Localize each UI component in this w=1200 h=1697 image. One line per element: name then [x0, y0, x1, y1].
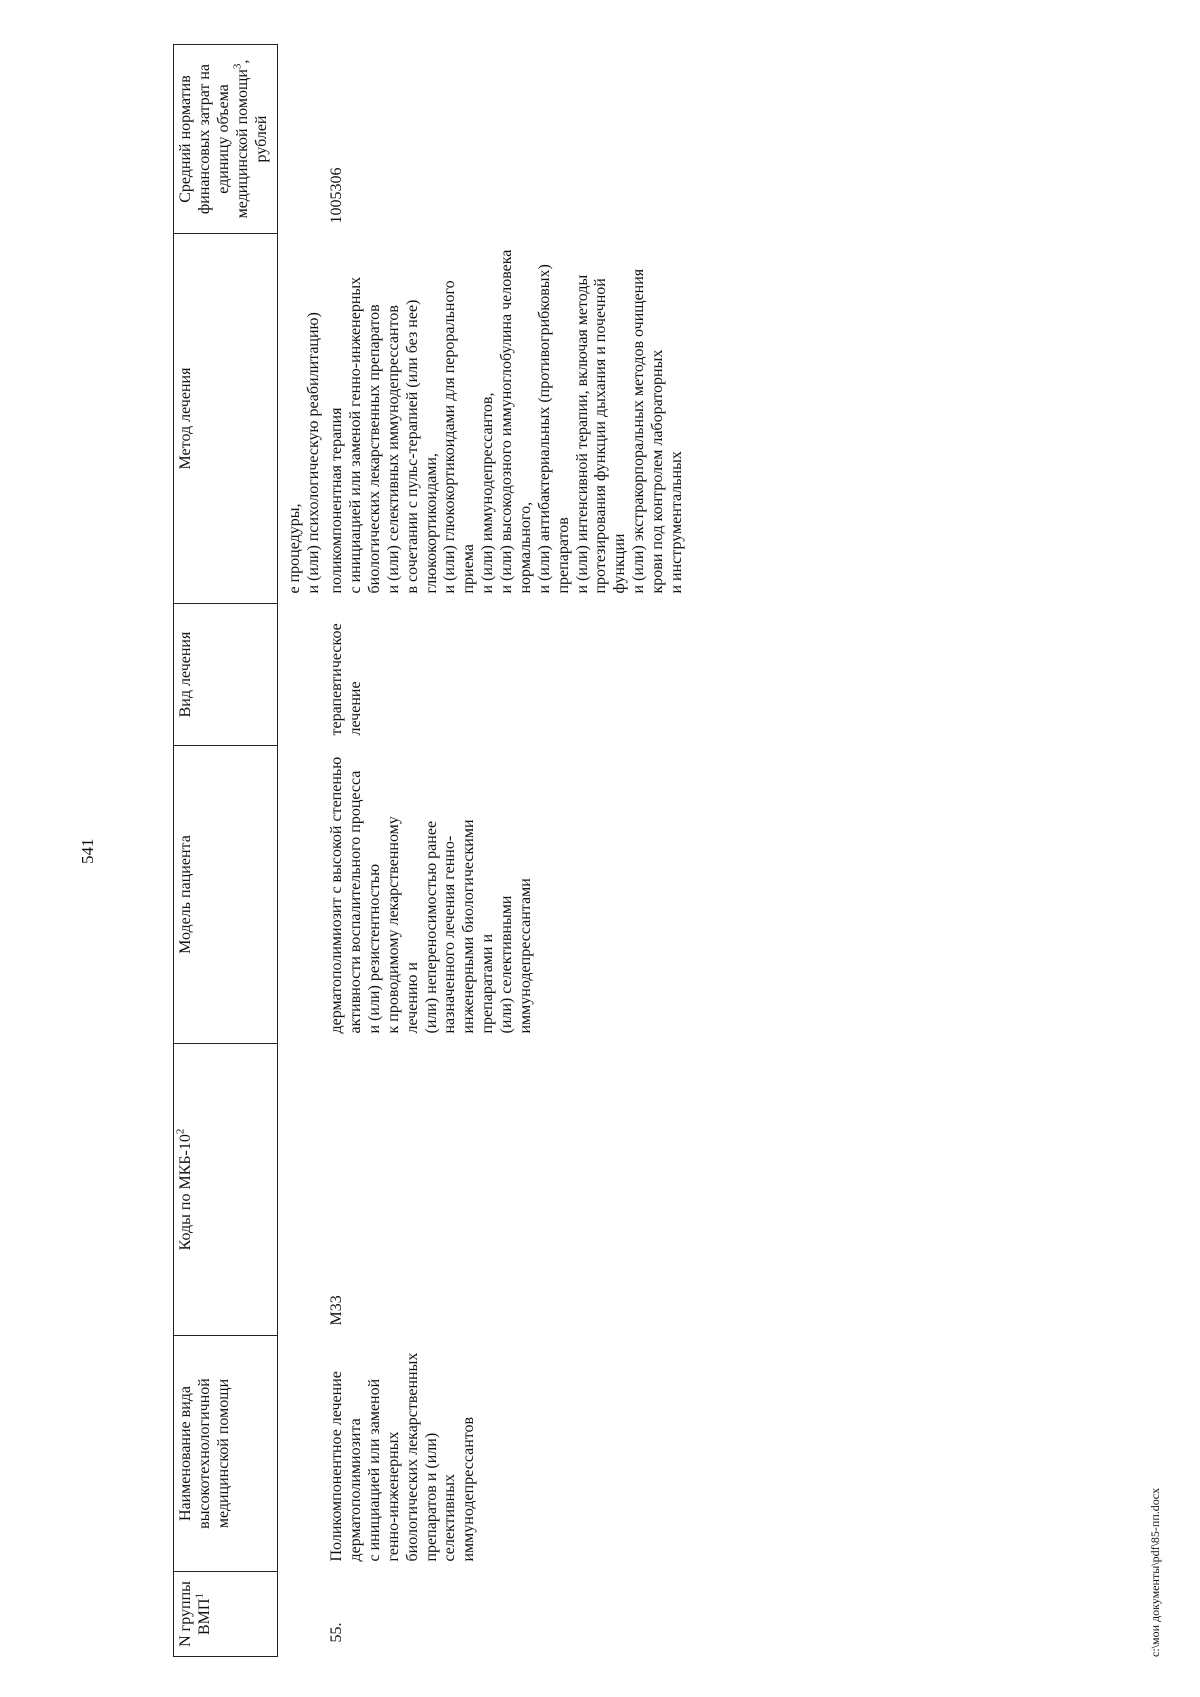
- header-treatment-type: Вид лечения: [174, 604, 278, 746]
- table-row: [326, 45, 689, 1657]
- cell-codes: [278, 1044, 326, 1336]
- header-patient-model: Модель пациента: [174, 746, 278, 1044]
- page-number: 541: [78, 838, 97, 864]
- header-avg-cost: Средний норматив финансовых затрат на единицу объема медицинской помощи$^3$, рублей: [174, 45, 278, 234]
- cell-method: е процедуры, и (или) психологическую реабилитацию): [286, 312, 323, 594]
- header-n-group: N группы ВМП$^1$: [174, 1572, 278, 1657]
- header-type-name: Наименование вида высокотехнологичной медицинской помощи: [174, 1336, 278, 1572]
- cell-type: [278, 604, 326, 746]
- cell-cost: [278, 45, 326, 234]
- cell-n: [278, 1572, 326, 1657]
- cell-n: 55.: [328, 1622, 346, 1643]
- table-row: [278, 45, 326, 1657]
- cell-type: терапевтическое лечение: [328, 623, 364, 736]
- cell-name: [278, 1336, 326, 1572]
- cell-cost: 1005306: [328, 167, 346, 224]
- footer-file-path: c:\мои документы\pdf\85-пп.docx: [1148, 1487, 1162, 1657]
- cell-method: поликомпонентная терапия с инициацией или заменой генно-инженерных биологических лекарственных препаратов и (или) селективных иммунодепрессантов в сочетании с пульс-терапией (или без нее) глюкокортикоидами, и (или) глюкокортикоидами для перорального приема и (или) иммунодепрессантов, и (или) высокодозного иммуноглобулина человека нормального, и (или) антибактериальных (противогрибковых) препаратов и (или) интенсивной терапии, включая методы протезирования функции дыхания и почечной функции и (или) экстракорпоральных методов очищения крови под контролем лабораторных и инструментальных: [328, 249, 685, 594]
- cell-codes: M33: [328, 1295, 346, 1326]
- table-header-row: [174, 45, 278, 1657]
- cell-name: Поликомпонентное лечение дерматополимиозита с инициацией или заменой генно-инженерных биологических лекарственных препаратов и (или) селективных иммунодепрессантов: [328, 1352, 478, 1562]
- header-icd-codes: Коды по МКБ-$10^2$: [174, 1044, 278, 1336]
- cell-model: [278, 746, 326, 1044]
- header-treatment-method: Метод лечения: [174, 234, 278, 604]
- cell-model: дерматополимиозит с высокой степенью активности воспалительного процесса и (или) резистентностью к проводимому лекарственному лечению и (или) непереносимостью ранее назначенного лечения генно-инженерными биологическими препаратами и (или) селективными иммунодепрессантами: [328, 756, 534, 1034]
- vmp-table: [173, 44, 689, 1657]
